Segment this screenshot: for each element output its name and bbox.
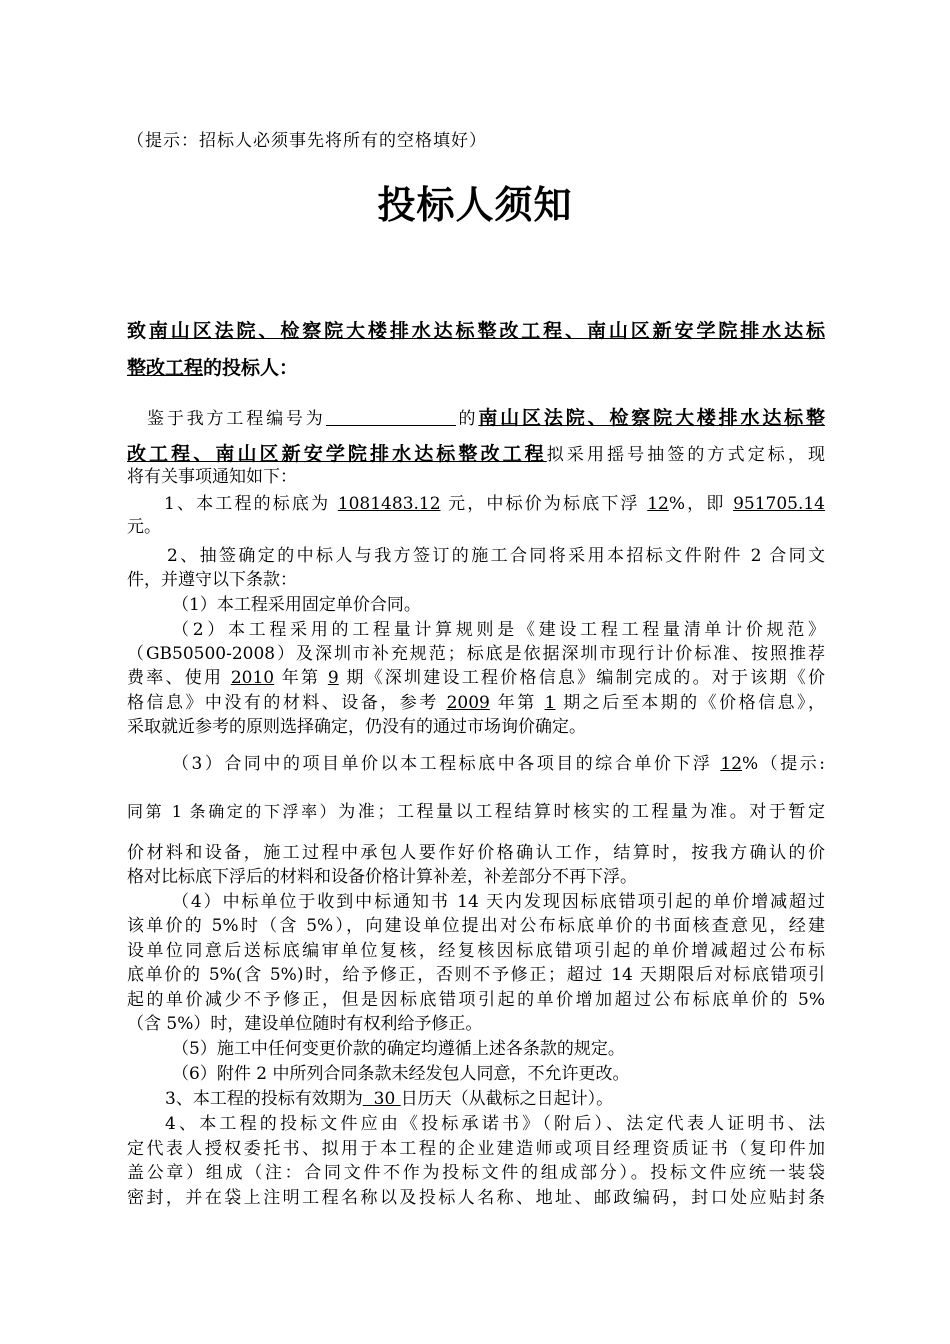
sub-4-line-6: （含 5%）时，建设单位随时有权利给予修正。 [127, 1014, 483, 1034]
sub-2-line-1: （2）本工程采用的工程量计算规则是《建设工程工程量清单计价规范》 [172, 620, 825, 640]
sub-3-line-2: 同第 1 条确定的下浮率）为准；工程量以工程结算时核实的工程量为准。对于暂定 [127, 802, 825, 822]
intro-line-1: 鉴于我方工程编号为 的南山区法院、检察院大楼排水达标整 [147, 407, 825, 429]
sub-5: （5）施工中任何变更价款的确定均遵循上述各条款的规定。 [172, 1039, 625, 1059]
item-3: 3、本工程的投标有效期为 30 日历天（从截标之日起计）。 [165, 1089, 614, 1109]
item-4-line-3: 盖公章）组成（注：合同文件不作为投标文件的组成部分）。投标文件应统一装袋 [127, 1163, 825, 1183]
fill-hint: （提示：招标人必须事先将所有的空格填好） [127, 131, 487, 151]
intro-line-2: 改工程、南山区新安学院排水达标整改工程拟采用摇号抽签的方式定标，现 [127, 443, 825, 465]
intro-line-3: 将有关事项通知如下： [127, 467, 297, 487]
sub-6: （6）附件 2 中所列合同条款未经发包人同意，不允许更改。 [172, 1064, 630, 1084]
sub-4-line-5: 起的单价减少不予修正，但是因标底错项引起的单价增加超过公布标底单价的 5% [127, 990, 825, 1010]
sub-4-line-3: 设单位同意后送标底编审单位复核，经复核因标底错项引起的单价增减超过公布标 [127, 941, 825, 961]
sub-2-line-3: 费率、使用 2010 年第 9 期《深圳建设工程价格信息》编制完成的。对于该期《价 [127, 668, 825, 688]
addressee-line-2: 整改工程的投标人： [127, 357, 299, 379]
sub-4-line-2: 该单价的 5%时（含 5%），向建设单位提出对公布标底单价的书面核查意见，经建 [127, 916, 825, 936]
item-4-line-4: 密封，并在袋上注明工程名称以及投标人名称、地址、邮政编码，封口处应贴封条 [127, 1188, 825, 1208]
sub-3-line-3: 价材料和设备，施工过程中承包人要作好价格确认工作，结算时，按我方确认的价 [127, 843, 825, 863]
sub-4-line-4: 底单价的 5%(含 5%)时，给予修正，否则不予修正；超过 14 天期限后对标底错项引 [127, 965, 825, 985]
sub-3-line-1: （3）合同中的项目单价以本工程标底中各项目的综合单价下浮 12%（提示: [172, 754, 825, 774]
item-2-line-2: 件，并遵守以下条款： [127, 570, 297, 590]
document-title: 投标人须知 [377, 182, 573, 227]
item-4-line-2: 定代表人授权委托书、拟用于本工程的企业建造师或项目经理资质证书（复印件加 [127, 1139, 825, 1159]
item-4-line-1: 4、本工程的投标文件应由《投标承诺书》（附后）、法定代表人证明书、法 [165, 1114, 825, 1134]
project-number-blank [326, 407, 456, 426]
sub-1: （1）本工程采用固定单价合同。 [172, 595, 421, 615]
item-1-line-1: 1、本工程的标底为 1081483.12 元，中标价为标底下浮 12%，即 951705.14 [164, 494, 825, 514]
sub-2-line-5: 采取就近参考的原则选择确定，仍没有的通过市场询价确定。 [127, 717, 586, 737]
addressee-line-1: 致南山区法院、检察院大楼排水达标整改工程、南山区新安学院排水达标 [127, 320, 825, 342]
sub-4-line-1: （4）中标单位于收到中标通知书 14 天内发现因标底错项引起的单价增减超过 [172, 892, 825, 912]
sub-2-line-4: 格信息》中没有的材料、设备，参考 2009 年第 1 期之后至本期的《价格信息》， [127, 693, 825, 713]
sub-2-line-2: （GB50500-2008）及深圳市补充规范；标底是依据深圳市现行计价标准、按照推荐 [127, 644, 825, 664]
item-1-line-2: 元。 [127, 517, 161, 537]
sub-3-line-4: 格对比标底下浮后的材料和设备价格计算补差，补差部分不再下浮。 [127, 867, 637, 887]
item-2-line-1: 2、抽签确定的中标人与我方签订的施工合同将采用本招标文件附件 2 合同文 [167, 546, 825, 566]
